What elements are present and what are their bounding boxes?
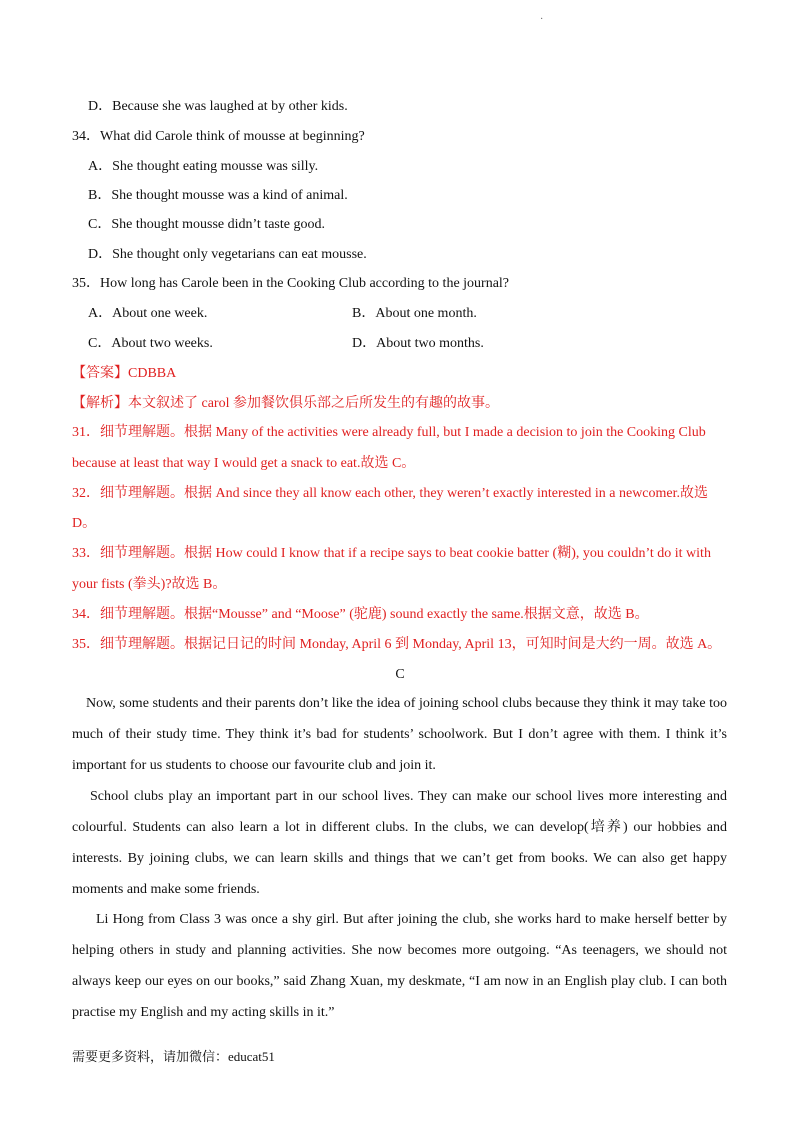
- analysis-31-line2: because at least that way I would get a snack to eat.故选 C。: [72, 456, 416, 471]
- analysis-33-line2: your fists (拳头)?故选 B。: [72, 577, 227, 592]
- section-c-paragraph-3: Li Hong from Class 3 was once a shy girl. But after joining the club, she works hard to make herself better by helping others in study and planning activities. She now becomes more outgoing. “As teenagers, we should not always keep our eyes on our books,” said Zhang Xuan, my deskmate, “I am now in an English play club. I can both practise my English and my acting skills in it.”: [72, 912, 727, 1020]
- q34-option-a: A．She thought eating mousse was silly.: [88, 159, 319, 174]
- analysis-35: 35．细节理解题。根据记日记的时间 Monday, April 6 到 Monday, April 13，可知时间是大约一周。故选 A。: [72, 637, 722, 652]
- q35-option-b: B．About one month.: [352, 306, 477, 321]
- q34-option-d: D．She thought only vegetarians can eat mousse.: [88, 247, 367, 262]
- analysis-32-line2: D。: [72, 516, 97, 531]
- q34-option-c: C．She thought mousse didn’t taste good.: [88, 217, 325, 232]
- q34-stem: 34．What did Carole think of mousse at beginning?: [72, 129, 365, 144]
- q35-option-c: C．About two weeks.: [88, 336, 213, 351]
- section-c-paragraph-1: Now, some students and their parents don’t like the idea of joining school clubs because they think it may take too much of their study time. They think it’s bad for students’ schoolwork. But I don’t agree with them. I think it’s important for us students to choose our favourite club and join it.: [72, 696, 727, 773]
- analysis-31-line1: 31．细节理解题。根据 Many of the activities were already full, but I made a decision to join the Cooking Club: [72, 425, 706, 440]
- page-marker: ·: [540, 14, 544, 25]
- section-c-paragraph-2: School clubs play an important part in our school lives. They can make our school lives more interesting and colourful. Students can also learn a lot in different clubs. In the clubs, we can develop(培养) our hobbies and interests. By joining clubs, we can learn skills and things that we can’t get from books. We can also get happy moments and make some friends.: [72, 789, 727, 897]
- analysis-33-line1: 33．细节理解题。根据 How could I know that if a recipe says to beat cookie batter (糊), you couldn’t do it with: [72, 546, 711, 561]
- section-c-heading: C: [395, 667, 405, 682]
- answer-key: 【答案】CDBBA: [72, 366, 177, 381]
- q35-option-a: A．About one week.: [88, 306, 208, 321]
- footer-note: 需要更多资料，请加微信：educat51: [72, 1049, 275, 1064]
- q35-stem: 35．How long has Carole been in the Cooking Club according to the journal?: [72, 276, 510, 291]
- q33-option-d: D．Because she was laughed at by other kids.: [88, 99, 348, 114]
- analysis-34: 34．细节理解题。根据“Mousse” and “Moose” (驼鹿) sound exactly the same.根据文意，故选 B。: [72, 607, 649, 622]
- q34-option-b: B．She thought mousse was a kind of animal.: [88, 188, 348, 203]
- q35-option-d: D．About two months.: [352, 336, 484, 351]
- analysis-intro: 【解析】本文叙述了 carol 参加餐饮俱乐部之后所发生的有趣的故事。: [72, 396, 499, 411]
- analysis-32-line1: 32．细节理解题。根据 And since they all know each other, they weren’t exactly interested in a newcomer.故选: [72, 486, 709, 501]
